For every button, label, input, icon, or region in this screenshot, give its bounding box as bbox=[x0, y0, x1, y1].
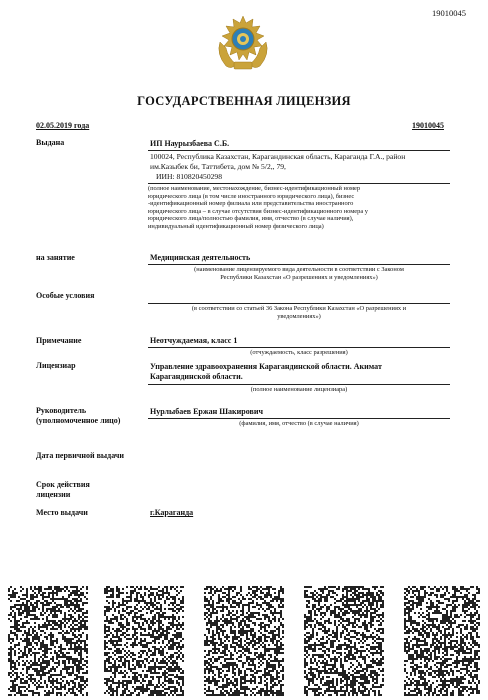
caption-line: индивидуальный идентификационный номер физического лица) bbox=[148, 222, 324, 230]
address-line: 100024, Республика Казахстан, Карагандинская область, Караганда Г.А., район bbox=[150, 152, 406, 161]
licensor-value bbox=[150, 362, 460, 382]
head-label-line: Руководитель bbox=[36, 406, 87, 415]
licensor-label: Лицензиар bbox=[36, 361, 76, 370]
caption-line: юридического лица (в том числе иностранного юридического лица), бизнес bbox=[148, 192, 355, 200]
validity-label bbox=[36, 480, 90, 499]
caption-line: уведомлениях») bbox=[277, 312, 321, 320]
caption-line: (наименование лицензируемого вида деятельности в соответствии с Законом bbox=[194, 266, 404, 273]
caption-line: (полное наименование, местонахождение, бизнес-идентификационный номер bbox=[148, 185, 361, 192]
special-conditions-label: Особые условия bbox=[36, 291, 95, 300]
license-number: 19010045 bbox=[412, 121, 444, 130]
licensee-address bbox=[150, 152, 460, 182]
address-line: ИИН: 810820450298 bbox=[156, 172, 223, 181]
page-title: ГОСУДАРСТВЕННАЯ ЛИЦЕНЗИЯ bbox=[137, 94, 351, 108]
issued-to-caption bbox=[148, 185, 450, 231]
licensor-line: Карагандинской области. bbox=[150, 372, 243, 381]
validity-label-line: лицензии bbox=[36, 489, 71, 499]
licensor-caption: (полное наименование лицензиара) bbox=[250, 386, 348, 393]
activity-caption bbox=[148, 266, 450, 281]
head-value: Нурлыбаев Ержан Шакирович bbox=[150, 407, 263, 416]
state-emblem-icon bbox=[214, 14, 272, 72]
head-label-line: (уполномоченное лицо) bbox=[36, 415, 121, 425]
caption-line: юридического лица/полностью фамилия, имя, отчество (в случае наличия), bbox=[148, 215, 354, 223]
divider bbox=[148, 384, 450, 385]
caption-line: (в соответствии со статьей 36 Закона Республики Казахстан «О разрешениях и bbox=[191, 305, 407, 312]
qr-code-4 bbox=[304, 586, 384, 696]
special-conditions-caption bbox=[148, 305, 450, 320]
qr-code-1 bbox=[8, 586, 88, 696]
licensee-name: ИП Наурызбаева С.Б. bbox=[150, 139, 230, 148]
place-label: Место выдачи bbox=[36, 508, 88, 517]
issued-to-label: Выдана bbox=[36, 138, 65, 147]
caption-line: Республики Казахстан «О разрешениях и уведомлениях») bbox=[220, 273, 378, 281]
divider bbox=[148, 418, 450, 419]
note-caption: (отчуждаемость, класс разрешения) bbox=[250, 349, 348, 356]
qr-code-2 bbox=[104, 586, 184, 696]
qr-code-3 bbox=[204, 586, 284, 696]
activity-value: Медицинская деятельность bbox=[150, 253, 251, 262]
first-issue-date-label: Дата первичной выдачи bbox=[36, 451, 125, 460]
note-label: Примечание bbox=[36, 336, 82, 345]
license-date: 02.05.2019 года bbox=[36, 121, 90, 130]
divider bbox=[148, 347, 450, 348]
activity-label: на занятие bbox=[36, 253, 75, 262]
caption-line: -идентификационный номер филиала или представительства иностранного bbox=[148, 200, 354, 208]
divider bbox=[148, 150, 450, 151]
head-label bbox=[36, 406, 120, 425]
address-line: им.Казыбек би, Таттибета, дом № 5/2,, 79, bbox=[150, 162, 286, 171]
note-value: Неотчуждаемая, класс 1 bbox=[150, 336, 238, 345]
divider bbox=[148, 183, 450, 184]
qr-codes-strip bbox=[0, 586, 488, 700]
caption-line: юридического лица – в случае отсутствия бизнес-идентификационного номера у bbox=[148, 207, 368, 215]
divider bbox=[148, 303, 450, 304]
validity-label-line: Срок действия bbox=[36, 480, 90, 489]
head-caption: (фамилия, имя, отчество (в случае наличия) bbox=[239, 420, 359, 427]
qr-code-5 bbox=[404, 586, 480, 696]
divider bbox=[148, 264, 450, 265]
doc-number-top: 19010045 bbox=[432, 8, 466, 18]
place-value: г.Караганда bbox=[150, 508, 194, 517]
licensor-line: Управление здравоохранения Карагандинской области. Акимат bbox=[150, 362, 382, 371]
